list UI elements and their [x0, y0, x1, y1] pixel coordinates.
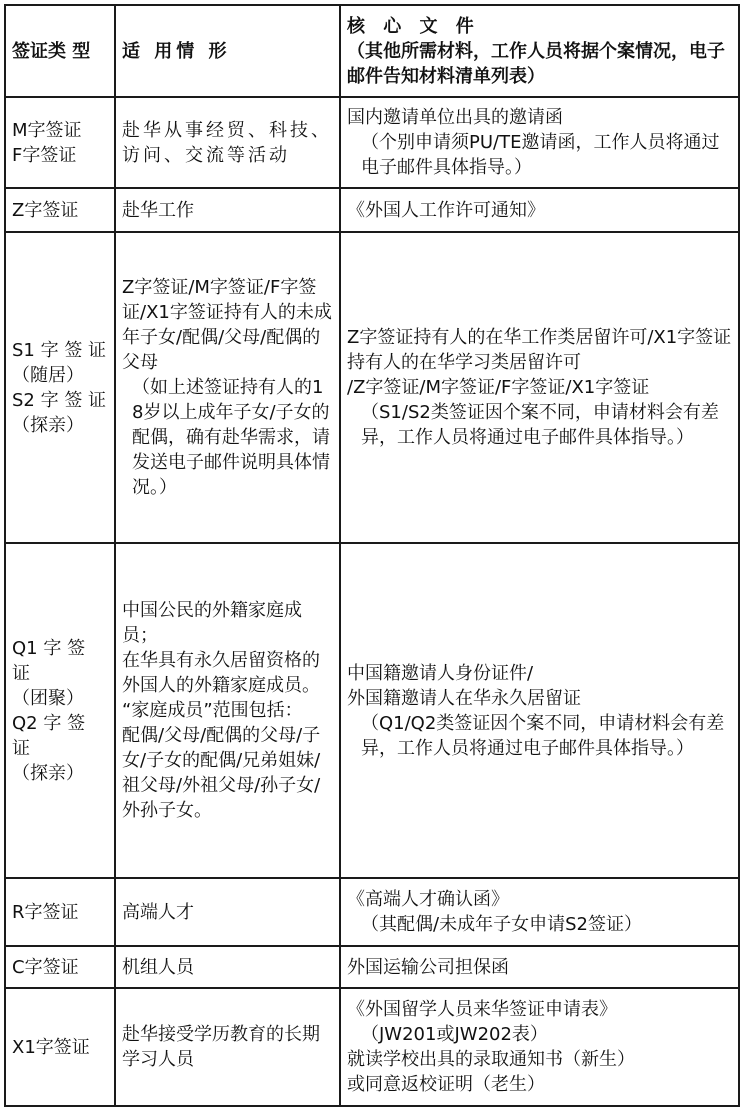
visa-type-sublabel: （随居） — [12, 364, 84, 386]
visa-type-label: F字签证 — [12, 144, 77, 166]
core-documents-cell — [340, 878, 739, 946]
visa-type-cell — [5, 946, 115, 988]
core-documents-cell — [340, 232, 739, 543]
core-document-note: （其配偶/未成年子女申请S2签证） — [361, 914, 642, 935]
visa-type-label: R字签证 — [12, 901, 79, 923]
situation-cell — [115, 878, 340, 946]
table-row — [5, 97, 739, 188]
visa-type-sublabel: （探亲） — [12, 762, 84, 784]
visa-requirements-table — [4, 4, 740, 1107]
situation-cell — [115, 232, 340, 543]
table-row — [5, 188, 739, 232]
table-row — [5, 946, 739, 988]
situation-cell — [115, 188, 340, 232]
visa-type-sublabel: （探亲） — [12, 414, 84, 436]
situation-text: 机组人员 — [122, 956, 194, 978]
visa-type-label: Q1 字 签 证 — [12, 637, 86, 684]
table-row — [5, 988, 739, 1106]
core-documents-cell — [340, 946, 739, 988]
visa-type-label: S1 字 签 证 — [12, 339, 107, 361]
core-document-note: （个别申请须PU/TE邀请函，工作人员将通过电子邮件具体指导。） — [361, 132, 720, 178]
situation-cell — [115, 97, 340, 188]
core-document-text: 中国籍邀请人身份证件/ — [347, 662, 534, 684]
visa-type-cell — [5, 988, 115, 1106]
visa-type-label: C字签证 — [12, 956, 79, 978]
header-core-documents — [340, 5, 739, 97]
visa-type-cell — [5, 543, 115, 878]
core-documents-cell — [340, 543, 739, 878]
situation-cell — [115, 988, 340, 1106]
situation-text: 配偶/父母/配偶的父母/子女/子女的配偶/兄弟姐妹/祖父母/外祖父母/孙子女/外孙子女。 — [122, 725, 321, 821]
situation-cell — [115, 543, 340, 878]
situation-text: 赴华接受学历教育的长期学习人员 — [122, 1024, 320, 1070]
core-documents-cell — [340, 988, 739, 1106]
visa-type-cell — [5, 97, 115, 188]
table-row — [5, 543, 739, 878]
core-document-text: 《外国人工作许可通知》 — [347, 199, 545, 221]
visa-type-sublabel: （团聚） — [12, 687, 84, 709]
visa-type-label: Z字签证 — [12, 199, 79, 221]
core-document-text: Z字签证持有人的在华工作类居留许可/X1字签证持有人的在华学习类居留许可 — [347, 327, 732, 373]
core-document-text: 外国运输公司担保函 — [347, 956, 509, 978]
header-row — [5, 5, 739, 97]
visa-type-label: Q2 字 签 证 — [12, 712, 86, 759]
visa-type-cell — [5, 188, 115, 232]
core-documents-note: （其他所需材料，工作人员将据个案情况，电子邮件告知材料清单列表） — [347, 40, 725, 87]
core-documents-cell — [340, 188, 739, 232]
core-document-text: 《高端人才确认函》 — [347, 889, 509, 910]
situation-text: 赴华从事经贸、科技、访问、交流等活动 — [122, 119, 332, 166]
core-documents-title: 核 心 文 件 — [347, 15, 480, 37]
situation-text: 在华具有永久居留资格的外国人的外籍家庭成员。 — [122, 650, 320, 696]
core-document-note: （Q1/Q2类签证因个案不同，申请材料会有差异，工作人员将通过电子邮件具体指导。） — [361, 712, 725, 759]
table-row — [5, 878, 739, 946]
core-document-text: 《外国留学人员来华签证申请表》 — [347, 999, 617, 1020]
core-document-note: （JW201或JW202表） — [361, 1024, 548, 1045]
situation-text: “家庭成员”范围包括： — [122, 700, 303, 721]
header-situation: 适 用情 形 — [115, 5, 340, 97]
core-document-text: /Z字签证/M字签证/F字签证/X1字签证 — [347, 377, 650, 398]
visa-type-label: M字签证 — [12, 119, 82, 141]
core-document-note: （S1/S2类签证因个案不同，申请材料会有差异，工作人员将通过电子邮件具体指导。） — [361, 402, 719, 448]
core-document-text: 国内邀请单位出具的邀请函 — [347, 107, 563, 128]
core-document-text: 外国籍邀请人在华永久居留证 — [347, 687, 581, 709]
table-row — [5, 232, 739, 543]
visa-type-label: S2 字 签 证 — [12, 389, 107, 411]
situation-text: 赴华工作 — [122, 199, 194, 221]
visa-type-cell — [5, 878, 115, 946]
situation-text: Z字签证/M字签证/F字签证/X1字签证持有人的未成年子女/配偶/父母/配偶的父母 — [122, 277, 332, 373]
core-document-text: 就读学校出具的录取通知书（新生） — [347, 1049, 635, 1070]
header-visa-type: 签证类 型 — [5, 5, 115, 97]
visa-type-label: X1字签证 — [12, 1036, 90, 1058]
situation-text: 中国公民的外籍家庭成员； — [122, 600, 302, 646]
situation-text: 高端人才 — [122, 901, 194, 923]
core-documents-cell — [340, 97, 739, 188]
visa-type-cell — [5, 232, 115, 543]
situation-note: （如上述签证持有人的18岁以上成年子女/子女的配偶，确有赴华需求，请发送电子邮件说明具体情况。） — [132, 377, 330, 498]
core-document-text: 或同意返校证明（老生） — [347, 1074, 545, 1095]
situation-cell — [115, 946, 340, 988]
